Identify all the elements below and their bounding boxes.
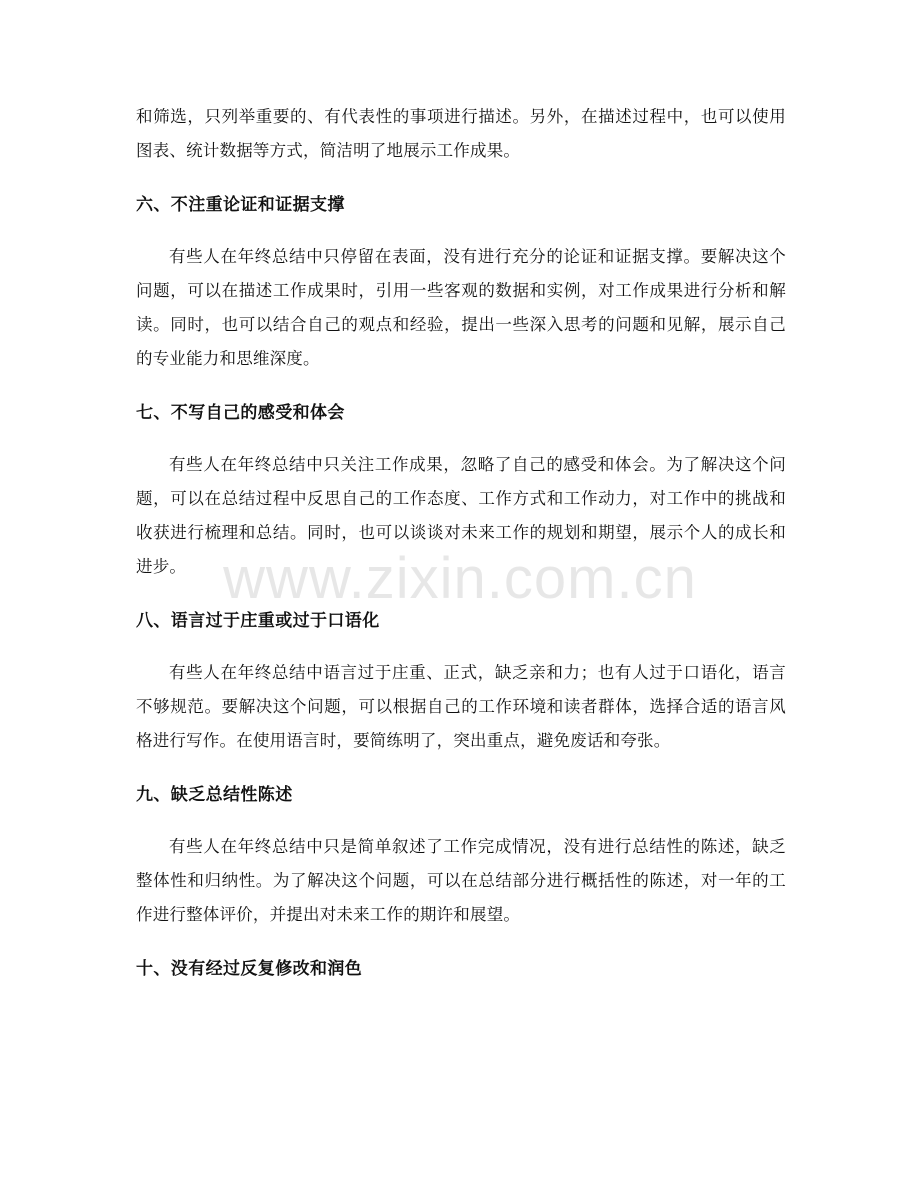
section-9-heading: 九、缺乏总结性陈述 — [136, 785, 293, 805]
intro-paragraph: 和筛选，只列举重要的、有代表性的事项进行描述。另外，在描述过程中，也可以使用图表、统计数据等方式，简洁明了地展示工作成果。 — [136, 107, 786, 160]
section-7-heading: 七、不写自己的感受和体会 — [136, 403, 345, 423]
section-6-heading: 六、不注重论证和证据支撑 — [136, 195, 345, 215]
section-8-heading: 八、语言过于庄重或过于口语化 — [136, 611, 380, 631]
watermark: www.zixin.com.cn — [223, 546, 697, 611]
section-9-body: 有些人在年终总结中只是简单叙述了工作完成情况，没有进行总结性的陈述，缺乏整体性和归纳性。为了解决这个问题，可以在总结部分进行概括性的陈述，对一年的工作进行整体评价，并提出对未来工作的期许和展望。 — [136, 837, 786, 924]
section-8-body: 有些人在年终总结中语言过于庄重、正式，缺乏亲和力；也有人过于口语化，语言不够规范。要解决这个问题，可以根据自己的工作环境和读者群体，选择合适的语言风格进行写作。在使用语言时，要简练明了，突出重点，避免废话和夸张。 — [136, 663, 786, 750]
section-7-body: 有些人在年终总结中只关注工作成果，忽略了自己的感受和体会。为了解决这个问题，可以在总结过程中反思自己的工作态度、工作方式和工作动力，对工作中的挑战和收获进行梳理和总结。同时，也可以谈谈对未来工作的规划和期望，展示个人的成长和进步。 — [136, 455, 786, 576]
section-10-heading: 十、没有经过反复修改和润色 — [136, 959, 363, 979]
document-content — [136, 100, 786, 984]
section-6-body: 有些人在年终总结中只停留在表面，没有进行充分的论证和证据支撑。要解决这个问题，可以在描述工作成果时，引用一些客观的数据和实例，对工作成果进行分析和解读。同时，也可以结合自己的观点和经验，提出一些深入思考的问题和见解，展示自己的专业能力和思维深度。 — [136, 247, 786, 368]
